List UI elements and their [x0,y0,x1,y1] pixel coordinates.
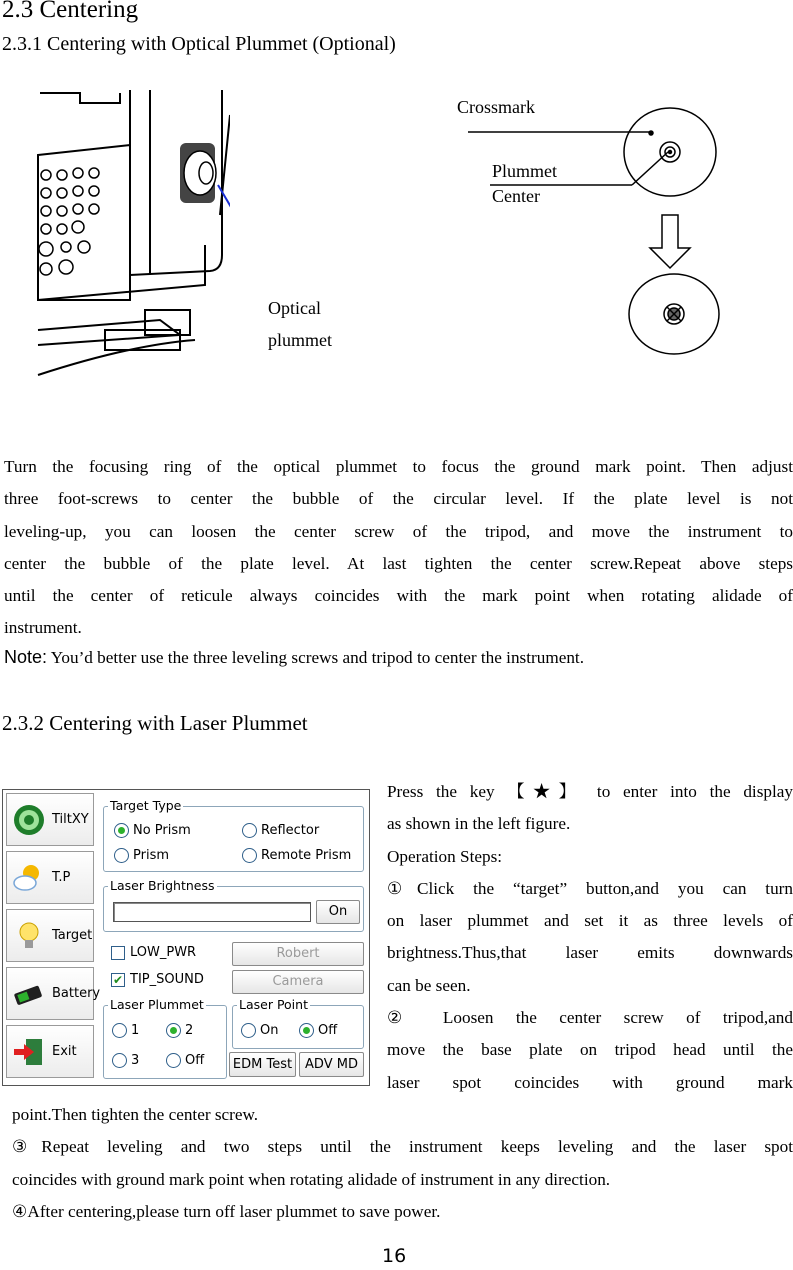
tp-label: T.P [52,870,71,885]
exit-door-icon [12,1035,46,1069]
tip-sound-label: TIP_SOUND [130,972,204,987]
paragraph-line: point.Then tighten the center screw. [12,1105,259,1124]
low-pwr-checkbox[interactable] [111,945,196,960]
radio-dot [114,848,129,863]
laser-point-on-label: On [260,1023,279,1038]
brightness-on-button[interactable]: On [316,900,360,924]
crossmark-label: Crossmark [457,97,535,117]
prism-label: Prism [133,848,170,863]
checkbox-box: ✔ [112,972,124,987]
battery-button[interactable] [6,967,101,1020]
paragraph-line: ①Click the “target” button,and you can turn [387,878,793,898]
paragraph-line: move the base plate on tripod head until the [387,1040,793,1060]
plummet-level-1-radio[interactable] [112,1023,139,1038]
laser-point-off-radio[interactable] [299,1023,337,1038]
tip-sound-checkbox[interactable] [111,972,204,987]
paragraph-line: ③Repeat leveling and two steps until the instrument keeps leveling and the laser spot [12,1137,793,1157]
laser-point-group [232,997,364,1049]
radio-dot [242,848,257,863]
paragraph-line: brightness.Thus,that laser emits downwards [387,943,793,963]
adv-md-button[interactable]: ADV MD [299,1052,364,1077]
reflector-label: Reflector [261,823,320,838]
level-bubble-icon [12,803,46,837]
radio-dot [112,1023,127,1038]
crossmark-diagram [460,100,720,360]
target-button[interactable] [6,909,94,962]
plummet-off-label: Off [185,1053,205,1068]
radio-dot [166,1023,181,1038]
low-pwr-label: LOW_PWR [130,945,197,960]
note-text: You’d better use the three leveling screws and tripod to center the instrument. [47,648,584,667]
robert-button[interactable]: Robert [232,942,364,966]
radio-dot [299,1023,314,1038]
exit-label: Exit [52,1044,77,1059]
note-label: Note: [4,647,48,667]
side-button-column [6,793,101,1080]
laser-point-title: Laser Point [239,997,308,1012]
note [4,647,584,668]
plummet-level-3-radio[interactable] [112,1053,139,1068]
subsection-title-optical: 2.3.1 Centering with Optical Plummet (Optional) [2,33,396,55]
radio-dot [112,1053,127,1068]
plummet-center-label-2: Center [492,186,540,206]
optical-paragraph [4,451,793,645]
radio-dot [166,1053,181,1068]
tiltxy-button[interactable] [6,793,94,846]
laser-brightness-group [103,878,364,932]
paragraph-line: ② Loosen the center screw of tripod,and [387,1008,793,1028]
paragraph-line: three foot-screws to center the bubble of the circular level. If the plate level is not [4,489,793,509]
target-label: Target [52,928,93,943]
radio-dot [114,823,129,838]
paragraph-line: ④After centering,please turn off laser plummet to save power. [12,1201,441,1221]
paragraph-line: until the center of reticule always coincides with the mark point when rotating alidade of [4,586,793,606]
paragraph-line: Operation Steps: [387,846,503,866]
plummet-level-1-label: 1 [131,1023,140,1038]
laser-plummet-group [103,997,227,1079]
radio-dot [241,1023,256,1038]
tiltxy-label: TiltXY [52,812,89,827]
page-number: 16 [382,1245,407,1267]
prism-radio[interactable] [114,848,169,863]
battery-icon [12,977,46,1011]
remote-prism-label: Remote Prism [261,848,352,863]
laser-plummet-dialog [2,789,370,1086]
target-type-group [103,798,364,872]
optical-plummet-label: Optical [268,298,321,318]
plummet-level-3-label: 3 [131,1053,140,1068]
no-prism-radio[interactable] [114,823,191,838]
plummet-off-radio[interactable] [166,1053,204,1068]
laser-steps-bottom [12,1099,793,1228]
paragraph-line: coincides with ground mark point when rotating alidade of instrument in any direction. [12,1169,611,1189]
plummet-level-2-radio[interactable] [166,1023,193,1038]
paragraph-line: as shown in the left figure. [387,814,571,834]
section-title: 2.3 Centering [2,0,139,23]
paragraph-line: Turn the focusing ring of the optical plummet to focus the ground mark point. Then adjust [4,457,793,476]
battery-label: Battery [52,986,101,1001]
plummet-center-label: Plummet [492,161,558,181]
paragraph-line: instrument. [4,618,82,638]
checkbox-box [111,946,125,960]
reflector-radio[interactable] [242,823,319,838]
laser-point-off-label: Off [318,1023,338,1038]
paragraph-line: leveling-up, you can loosen the center screw of the tripod, and move the instrument to [4,521,793,541]
remote-prism-radio[interactable] [242,848,351,863]
edm-test-button[interactable]: EDM Test [229,1052,296,1077]
laser-point-on-radio[interactable] [241,1023,278,1038]
paragraph-line: can be seen. [387,975,471,995]
exit-button[interactable] [6,1025,94,1078]
camera-button[interactable]: Camera [232,970,364,994]
lightbulb-icon [12,919,46,953]
laser-steps-right [387,776,793,1099]
paragraph-line: center the bubble of the plate level. At last tighten the center screw.Repeat above steps [4,553,793,573]
paragraph-line: Press the key 【★】 to enter into the display [387,782,793,801]
subsection-title-laser: 2.3.2 Centering with Laser Plummet [2,711,308,735]
weather-icon [12,861,46,895]
tp-button[interactable] [6,851,94,904]
plummet-level-2-label: 2 [185,1023,194,1038]
optical-plummet-label-2: plummet [268,330,332,350]
laser-brightness-title: Laser Brightness [110,878,215,893]
radio-dot [242,823,257,838]
no-prism-label: No Prism [133,823,191,838]
instrument-illustration [30,85,230,390]
paragraph-line: on laser plummet and set it as three levels of [387,911,793,931]
paragraph-line: laser spot coincides with ground mark [387,1072,793,1092]
brightness-slider[interactable] [113,902,311,922]
target-type-title: Target Type [110,798,182,813]
laser-plummet-title: Laser Plummet [110,997,204,1012]
